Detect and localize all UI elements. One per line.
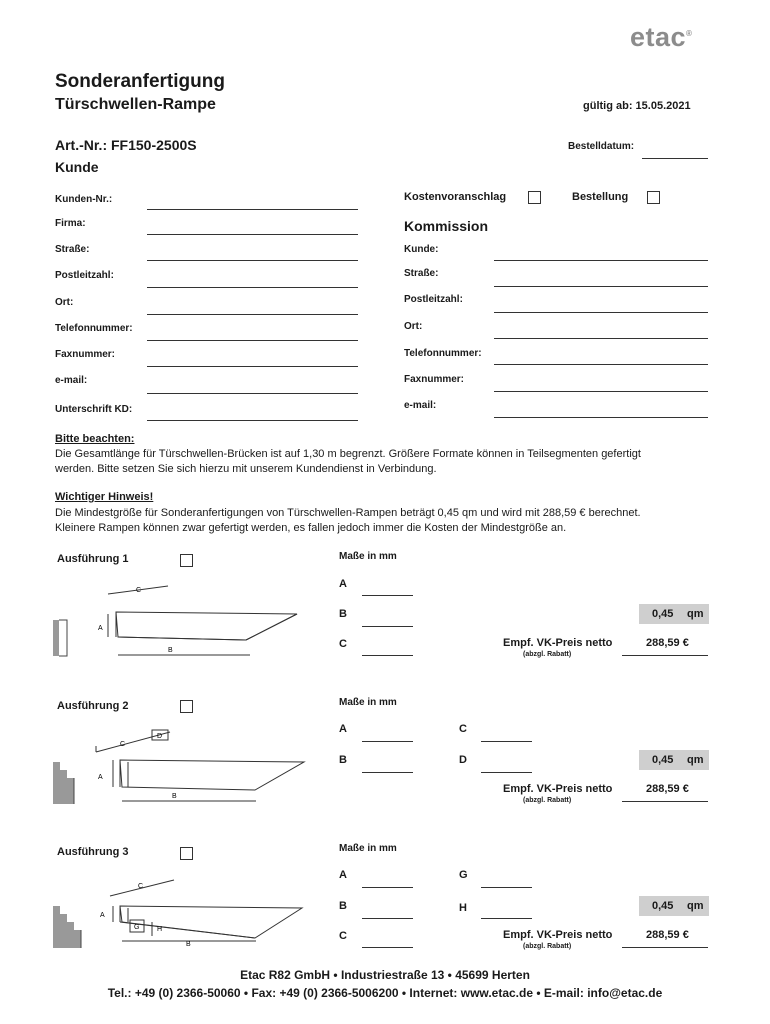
variant-1-title: Ausführung 1 [57,553,129,565]
dim-g-input[interactable] [481,887,532,888]
footer-contact: Tel.: +49 (0) 2366-50060 • Fax: +49 (0) 2366-5006200 • Internet: www.etac.de • E-mail: info@etac.de [107,986,663,1000]
area-unit: qm [687,608,704,620]
customer-field-label: Straße: [55,244,90,255]
area-unit: qm [687,754,704,766]
email-input[interactable] [147,393,358,394]
dim-label: B [339,754,347,766]
diagram-label: B [186,941,191,948]
price-label: Empf. VK-Preis netto [503,783,613,795]
commission-field-label: e-mail: [404,400,437,411]
customer-field-label: e-mail: [55,375,88,386]
commission-field-label: Telefonnummer: [404,348,482,359]
price-line [622,947,708,948]
wall-hatch [53,620,59,656]
area-value: 0,45 [652,900,674,912]
company-input[interactable] [147,234,358,235]
dim-a-input[interactable] [362,887,413,888]
customer-field-label: Kunden-Nr.: [55,194,113,205]
note-text: Die Gesamtlänge für Türschwellen-Brücken ist auf 1,30 m begrenzt. Größere Formate können in Teilsegmenten gefertigt werden. Bitte setzen Sie sich hierzu mit unserem Kundendienst in Verbindung. [55,448,641,475]
ramp-edge [118,637,246,640]
diagram-label: D [157,733,163,740]
order-checkbox[interactable] [647,191,660,204]
dim-label: B [339,900,347,912]
dim-c-input[interactable] [362,947,413,948]
note-title: Bitte beachten: [55,433,135,445]
dim-h-input[interactable] [481,918,532,919]
dim-label: D [459,754,467,766]
diagram-label: A [98,774,103,781]
variant-3-title: Ausführung 3 [57,846,129,858]
step-outline [59,620,67,656]
customer-field-label: Telefonnummer: [55,323,133,334]
dim-d-input[interactable] [481,772,532,773]
variant-1-dims-title: Maße in mm [339,551,397,562]
dim-a-input[interactable] [362,595,413,596]
price-value: 288,59 € [646,929,689,941]
commission-field-label: Postleitzahl: [404,294,463,305]
dim-label: C [339,638,347,650]
commission-city-input[interactable] [494,338,708,339]
article-number: Art.-Nr.: FF150-2500S [55,137,197,153]
price-line [622,801,708,802]
dim-c-input[interactable] [481,741,532,742]
commission-phone-input[interactable] [494,364,708,365]
diagram-label: C [120,741,126,748]
area-value: 0,45 [652,608,674,620]
dim-a-input[interactable] [362,741,413,742]
diagram-label: C [136,587,142,594]
diagram-label: A [100,912,105,919]
customer-field-label: Unterschrift KD: [55,404,133,415]
commission-customer-input[interactable] [494,260,708,261]
city-input[interactable] [147,314,358,315]
dim-label: H [459,902,467,914]
order-date-field[interactable] [642,158,708,159]
variant-1-diagram [50,582,320,667]
price-value: 288,59 € [646,637,689,649]
diagram-label: H [157,926,163,933]
customer-field-label: Ort: [55,297,74,308]
ramp-edge [120,922,255,938]
quote-label: Kostenvoranschlag [404,191,507,203]
variant-2-dims-title: Maße in mm [339,697,397,708]
dim-label: A [339,869,347,881]
diagram-label: B [172,793,177,800]
area-value: 0,45 [652,754,674,766]
commission-field-label: Straße: [404,268,439,279]
wall-hatch [53,762,74,804]
quote-checkbox[interactable] [528,191,541,204]
dim-b-input[interactable] [362,626,413,627]
area-box [639,750,709,770]
price-sub: (abzgl. Rabatt) [523,797,572,804]
dim-label: A [339,723,347,735]
area-box [639,604,709,624]
price-sub: (abzgl. Rabatt) [523,651,572,658]
order-date-label: Bestelldatum: [568,141,635,152]
commission-field-label: Ort: [404,321,423,332]
area-box [639,896,709,916]
ramp-top [120,760,304,790]
wall-hatch [53,906,81,948]
price-value: 288,59 € [646,783,689,795]
variant-3-dims-title: Maße in mm [339,843,397,854]
dim-label: A [339,578,347,590]
ramp-edge [246,614,297,640]
diagram-label: A [98,625,103,632]
street-input[interactable] [147,260,358,261]
customer-number-input[interactable] [147,209,358,210]
variant-3-diagram [50,872,320,957]
page-subtitle: Türschwellen-Rampe [55,96,216,113]
commission-field-label: Faxnummer: [404,374,465,385]
diagram-label: C [138,883,144,890]
dim-b-input[interactable] [362,772,413,773]
valid-from: gültig ab: 15.05.2021 [583,100,691,112]
commission-field-label: Kunde: [404,244,439,255]
signature-input[interactable] [147,420,358,421]
dim-c-input[interactable] [362,655,413,656]
dim-label: C [459,723,467,735]
ramp-top [116,612,297,640]
price-line [622,655,708,656]
commission-fax-input[interactable] [494,391,708,392]
page-title: Sonderanfertigung [55,71,225,92]
variant-2-diagram [50,724,320,809]
price-sub: (abzgl. Rabatt) [523,943,572,950]
dim-label: C [339,930,347,942]
important-note-title: Wichtiger Hinweis! [55,491,154,503]
diagram-label: G [134,924,140,931]
dim-label: B [339,608,347,620]
commission-postal-input[interactable] [494,312,708,313]
customer-section-title: Kunde [55,159,99,175]
order-label: Bestellung [572,191,629,203]
customer-field-label: Firma: [55,218,86,229]
customer-field-label: Faxnummer: [55,349,116,360]
commission-section-title: Kommission [404,218,489,234]
variant-2-checkbox[interactable] [180,700,193,713]
commission-street-input[interactable] [494,286,708,287]
commission-email-input[interactable] [494,417,708,418]
variant-2-title: Ausführung 2 [57,700,129,712]
postal-code-input[interactable] [147,287,358,288]
important-note-text: Die Mindestgröße für Sonderanfertigungen von Türschwellen-Rampen beträgt 0,45 qm und wird mit 288,59 € berechnet. Kleinere Rampen können zwar gefertigt werden, es fallen jedoch immer die Kosten der Mindestgröße an. [55,507,641,534]
area-unit: qm [687,900,704,912]
fax-input[interactable] [147,366,358,367]
dim-label: G [459,869,468,881]
customer-field-label: Postleitzahl: [55,270,114,281]
diagram-label: B [168,647,173,654]
variant-1-checkbox[interactable] [180,554,193,567]
variant-3-checkbox[interactable] [180,847,193,860]
dim-b-input[interactable] [362,918,413,919]
phone-input[interactable] [147,340,358,341]
footer-address: Etac R82 GmbH • Industriestraße 13 • 45699 Herten [240,968,530,982]
price-label: Empf. VK-Preis netto [503,929,613,941]
etac-logo: etac® [630,22,693,52]
price-label: Empf. VK-Preis netto [503,637,613,649]
